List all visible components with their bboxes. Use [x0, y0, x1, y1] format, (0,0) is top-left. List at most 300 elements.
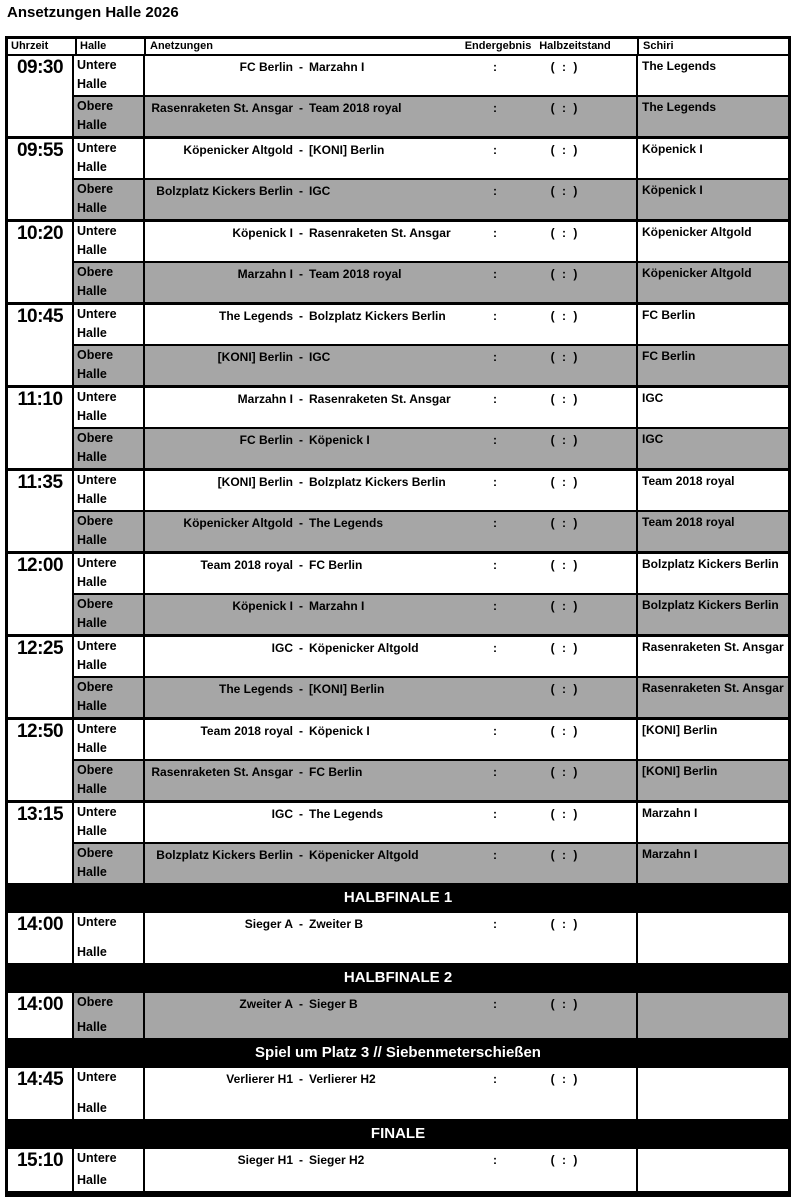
- match-row: [74, 471, 788, 512]
- hall-cell: [74, 97, 145, 136]
- match-cell: [145, 139, 638, 178]
- hall-cell: [74, 139, 145, 178]
- home-team-label: Sieger A: [244, 917, 293, 931]
- time-block: [8, 554, 788, 637]
- hall-line-2: Halle: [77, 326, 107, 340]
- match-row: [74, 844, 788, 883]
- match-row: [74, 512, 788, 551]
- hall-cell: [74, 471, 145, 510]
- halftime-score: ( : ): [550, 392, 580, 406]
- team-separator: -: [299, 848, 303, 862]
- block-rows: [74, 637, 788, 717]
- block-rows: [74, 993, 788, 1038]
- home-team-label: Rasenraketen St. Ansgar: [151, 101, 293, 115]
- hall-line-2: Halle: [77, 284, 107, 298]
- hall-cell: [74, 56, 145, 95]
- team-separator: -: [299, 350, 303, 364]
- header-halle: Halle: [77, 39, 146, 54]
- hall-cell: [74, 595, 145, 634]
- away-team: Team 2018 royal: [309, 267, 402, 281]
- time-cell: 12:50: [8, 720, 74, 800]
- block-rows: [74, 139, 788, 219]
- home-team-label: Rasenraketen St. Ansgar: [151, 765, 293, 779]
- block-rows: [74, 305, 788, 385]
- home-team: [145, 267, 293, 302]
- home-team-label: IGC: [271, 641, 293, 655]
- home-team-label: The Legends: [218, 309, 293, 323]
- hall-cell: [74, 429, 145, 468]
- hall-cell: [74, 637, 145, 676]
- home-team-label: Zweiter A: [239, 997, 293, 1011]
- hall-line-2: Halle: [77, 658, 107, 672]
- final-score: :: [493, 807, 497, 821]
- away-team: Marzahn I: [309, 599, 365, 613]
- hall-line-2: Halle: [77, 865, 107, 879]
- away-team: FC Berlin: [309, 765, 363, 779]
- final-score: :: [493, 350, 497, 364]
- home-team: [145, 807, 293, 842]
- hall-cell: [74, 305, 145, 344]
- hall-line-1: Untere: [77, 1151, 117, 1165]
- hall-line-2: Halle: [77, 575, 107, 589]
- team-separator: -: [299, 1153, 303, 1167]
- block-rows: [74, 388, 788, 468]
- match-row: [74, 595, 788, 634]
- match-cell: [145, 637, 638, 676]
- time-block: [8, 1068, 788, 1122]
- home-team: [145, 765, 293, 800]
- final-score: :: [493, 848, 497, 862]
- team-separator: -: [299, 475, 303, 489]
- match-cell: [145, 263, 638, 302]
- schiri-cell: Bolzplatz Kickers Berlin: [642, 557, 779, 571]
- home-team: [145, 226, 293, 261]
- match-cell: [145, 180, 638, 219]
- match-row: [74, 720, 788, 761]
- halftime-score: ( : ): [550, 724, 580, 738]
- table-body: [8, 56, 788, 1194]
- match-cell: [145, 1149, 638, 1191]
- final-score: :: [493, 516, 497, 530]
- hall-line-2: Halle: [77, 1020, 107, 1034]
- home-team: [145, 682, 293, 717]
- hall-cell: [74, 263, 145, 302]
- home-team-label: Köpenicker Altgold: [183, 516, 293, 530]
- schiri-cell: Rasenraketen St. Ansgar: [642, 640, 784, 654]
- home-team: [145, 392, 293, 427]
- home-team: [145, 60, 293, 95]
- hall-line-1: Obere: [77, 995, 114, 1009]
- away-team: Köpenicker Altgold: [309, 848, 419, 862]
- away-team: Team 2018 royal: [309, 101, 402, 115]
- halftime-score: ( : ): [550, 475, 580, 489]
- hall-line-2: Halle: [77, 945, 107, 959]
- team-separator: -: [299, 997, 303, 1011]
- match-cell: [145, 97, 638, 136]
- team-separator: -: [299, 184, 303, 198]
- home-team: [145, 997, 293, 1038]
- match-row: [74, 222, 788, 263]
- match-row: [74, 263, 788, 302]
- match-cell: [145, 56, 638, 95]
- final-score: :: [493, 267, 497, 281]
- away-team: Rasenraketen St. Ansgar: [309, 226, 451, 240]
- halftime-score: ( : ): [550, 682, 580, 696]
- team-separator: -: [299, 392, 303, 406]
- hall-cell: [74, 222, 145, 261]
- hall-line-1: Untere: [77, 556, 117, 570]
- block-rows: [74, 1149, 788, 1191]
- home-team-label: Köpenick I: [232, 599, 293, 613]
- away-team: Sieger H2: [309, 1153, 365, 1167]
- away-team: Sieger B: [309, 997, 358, 1011]
- time-block: [8, 993, 788, 1041]
- home-team-label: Sieger H1: [237, 1153, 293, 1167]
- schiri-cell: [638, 1149, 788, 1191]
- time-block: [8, 471, 788, 554]
- team-separator: -: [299, 724, 303, 738]
- time-block: [8, 56, 788, 139]
- schiri-cell: The Legends: [642, 59, 717, 73]
- schiri-cell: Köpenick I: [642, 142, 703, 156]
- final-score: :: [493, 101, 497, 115]
- final-score: :: [493, 917, 497, 931]
- match-row: [74, 1068, 788, 1119]
- home-team: [145, 641, 293, 676]
- final-score: :: [493, 60, 497, 74]
- home-team: [145, 724, 293, 759]
- header-endergebnis: Endergebnis: [464, 40, 532, 52]
- team-separator: -: [299, 599, 303, 613]
- halftime-score: ( : ): [550, 807, 580, 821]
- halftime-score: ( : ): [550, 641, 580, 655]
- final-score: :: [493, 143, 497, 157]
- stage-banner: Spiel um Platz 3 // Siebenmeterschießen: [8, 1041, 788, 1068]
- halftime-score: ( : ): [550, 101, 580, 115]
- block-rows: [74, 554, 788, 634]
- hall-line-1: Obere: [77, 182, 114, 196]
- time-cell: 11:10: [8, 388, 74, 468]
- schiri-cell: [638, 1068, 788, 1119]
- hall-line-2: Halle: [77, 367, 107, 381]
- schiri-cell: [638, 993, 788, 1038]
- time-cell: 10:20: [8, 222, 74, 302]
- away-team: IGC: [309, 350, 331, 364]
- halftime-score: ( : ): [550, 267, 580, 281]
- halftime-score: ( : ): [550, 350, 580, 364]
- hall-line-1: Obere: [77, 348, 114, 362]
- header-anetzungen: Anetzungen: [150, 40, 213, 52]
- match-row: [74, 97, 788, 136]
- home-team-label: Köpenick I: [232, 226, 293, 240]
- home-team: [145, 143, 293, 178]
- schiri-cell: Marzahn I: [642, 847, 698, 861]
- time-cell: 11:35: [8, 471, 74, 551]
- home-team: [145, 309, 293, 344]
- time-cell: 14:00: [8, 993, 74, 1038]
- away-team: Marzahn I: [309, 60, 365, 74]
- hall-line-2: Halle: [77, 160, 107, 174]
- halftime-score: ( : ): [550, 599, 580, 613]
- table-header-row: [8, 39, 788, 56]
- time-cell: 09:55: [8, 139, 74, 219]
- away-team: Köpenicker Altgold: [309, 641, 419, 655]
- home-team: [145, 433, 293, 468]
- hall-line-2: Halle: [77, 450, 107, 464]
- hall-line-1: Obere: [77, 597, 114, 611]
- final-score: :: [493, 392, 497, 406]
- schiri-cell: Bolzplatz Kickers Berlin: [642, 598, 779, 612]
- team-separator: -: [299, 60, 303, 74]
- block-rows: [74, 803, 788, 883]
- match-row: [74, 1149, 788, 1191]
- home-team: [145, 475, 293, 510]
- hall-line-1: Untere: [77, 141, 117, 155]
- hall-line-1: Obere: [77, 99, 114, 113]
- final-score: :: [493, 724, 497, 738]
- home-team: [145, 599, 293, 634]
- hall-line-2: Halle: [77, 533, 107, 547]
- schiri-cell: Köpenicker Altgold: [642, 225, 752, 239]
- halftime-score: ( : ): [550, 60, 580, 74]
- home-team: [145, 101, 293, 136]
- match-row: [74, 803, 788, 844]
- time-cell: 09:30: [8, 56, 74, 136]
- home-team-label: Team 2018 royal: [200, 558, 293, 572]
- team-separator: -: [299, 226, 303, 240]
- hall-line-2: Halle: [77, 1101, 107, 1115]
- hall-cell: [74, 554, 145, 593]
- block-rows: [74, 720, 788, 800]
- time-block: [8, 720, 788, 803]
- block-rows: [74, 1068, 788, 1119]
- header-match-group: [146, 39, 639, 54]
- hall-line-2: Halle: [77, 492, 107, 506]
- hall-line-1: Untere: [77, 805, 117, 819]
- hall-line-1: Obere: [77, 514, 114, 528]
- halftime-score: ( : ): [550, 184, 580, 198]
- hall-line-1: Untere: [77, 58, 117, 72]
- schiri-cell: Rasenraketen St. Ansgar: [642, 681, 784, 695]
- home-team: [145, 917, 293, 963]
- team-separator: -: [299, 433, 303, 447]
- home-team-label: Team 2018 royal: [200, 724, 293, 738]
- match-row: [74, 993, 788, 1038]
- match-row: [74, 554, 788, 595]
- home-team: [145, 848, 293, 883]
- match-row: [74, 637, 788, 678]
- block-rows: [74, 56, 788, 136]
- match-row: [74, 388, 788, 429]
- final-score: :: [493, 1153, 497, 1167]
- hall-cell: [74, 512, 145, 551]
- time-block: [8, 803, 788, 886]
- time-block: [8, 222, 788, 305]
- time-cell: 13:15: [8, 803, 74, 883]
- time-block: [8, 388, 788, 471]
- match-cell: [145, 305, 638, 344]
- match-row: [74, 305, 788, 346]
- time-block: [8, 139, 788, 222]
- hall-cell: [74, 678, 145, 717]
- hall-line-2: Halle: [77, 699, 107, 713]
- match-cell: [145, 720, 638, 759]
- final-score: :: [493, 997, 497, 1011]
- schiri-cell: Team 2018 royal: [642, 515, 735, 529]
- hall-line-1: Untere: [77, 307, 117, 321]
- hall-line-1: Obere: [77, 265, 114, 279]
- match-row: [74, 56, 788, 97]
- schedule-table: [5, 36, 791, 1197]
- away-team: FC Berlin: [309, 558, 363, 572]
- match-row: [74, 180, 788, 219]
- halftime-score: ( : ): [550, 433, 580, 447]
- hall-line-1: Obere: [77, 431, 114, 445]
- time-cell: 10:45: [8, 305, 74, 385]
- hall-cell: [74, 913, 145, 963]
- halftime-score: ( : ): [550, 917, 580, 931]
- match-cell: [145, 913, 638, 963]
- away-team: Köpenick I: [309, 724, 370, 738]
- home-team: [145, 184, 293, 219]
- time-block: [8, 637, 788, 720]
- match-cell: [145, 471, 638, 510]
- hall-cell: [74, 180, 145, 219]
- schiri-cell: Marzahn I: [642, 806, 698, 820]
- hall-line-1: Obere: [77, 680, 114, 694]
- schiri-cell: [638, 913, 788, 963]
- halftime-score: ( : ): [550, 226, 580, 240]
- home-team: [145, 350, 293, 385]
- team-separator: -: [299, 267, 303, 281]
- time-block: [8, 1149, 788, 1194]
- hall-cell: [74, 720, 145, 759]
- hall-cell: [74, 844, 145, 883]
- home-team-label: [KONI] Berlin: [217, 350, 293, 364]
- final-score: :: [493, 765, 497, 779]
- final-score: :: [493, 1072, 497, 1086]
- home-team-label: IGC: [271, 807, 293, 821]
- schiri-cell: Köpenicker Altgold: [642, 266, 752, 280]
- match-cell: [145, 803, 638, 842]
- hall-cell: [74, 346, 145, 385]
- home-team: [145, 1072, 293, 1119]
- schiri-cell: IGC: [642, 391, 664, 405]
- hall-line-1: Untere: [77, 224, 117, 238]
- home-team-label: [KONI] Berlin: [217, 475, 293, 489]
- hall-line-2: Halle: [77, 77, 107, 91]
- hall-line-1: Obere: [77, 846, 114, 860]
- time-cell: 12:00: [8, 554, 74, 634]
- hall-line-1: Obere: [77, 763, 114, 777]
- time-cell: 12:25: [8, 637, 74, 717]
- hall-cell: [74, 1068, 145, 1119]
- halftime-score: ( : ): [550, 1153, 580, 1167]
- team-separator: -: [299, 143, 303, 157]
- schiri-cell: FC Berlin: [642, 308, 696, 322]
- match-cell: [145, 222, 638, 261]
- time-cell: 14:00: [8, 913, 74, 963]
- away-team: [KONI] Berlin: [309, 143, 385, 157]
- match-cell: [145, 554, 638, 593]
- match-cell: [145, 429, 638, 468]
- hall-line-2: Halle: [77, 1173, 107, 1187]
- block-rows: [74, 471, 788, 551]
- team-separator: -: [299, 807, 303, 821]
- hall-line-2: Halle: [77, 824, 107, 838]
- away-team: Verlierer H2: [309, 1072, 376, 1086]
- hall-line-2: Halle: [77, 243, 107, 257]
- time-block: [8, 305, 788, 388]
- final-score: :: [493, 599, 497, 613]
- header-schiri: Schiri: [643, 40, 674, 52]
- match-cell: [145, 761, 638, 800]
- stage-banner: HALBFINALE 1: [8, 886, 788, 913]
- hall-cell: [74, 761, 145, 800]
- hall-line-2: Halle: [77, 741, 107, 755]
- hall-line-2: Halle: [77, 782, 107, 796]
- home-team-label: Bolzplatz Kickers Berlin: [156, 184, 293, 198]
- hall-line-1: Untere: [77, 390, 117, 404]
- away-team: Zweiter B: [309, 917, 364, 931]
- match-cell: [145, 346, 638, 385]
- hall-cell: [74, 803, 145, 842]
- match-row: [74, 913, 788, 963]
- final-score: [460, 682, 530, 717]
- final-score: :: [493, 433, 497, 447]
- match-cell: [145, 1068, 638, 1119]
- away-team: Rasenraketen St. Ansgar: [309, 392, 451, 406]
- away-team: Bolzplatz Kickers Berlin: [309, 309, 446, 323]
- away-team: Köpenick I: [309, 433, 370, 447]
- time-cell: 15:10: [8, 1149, 74, 1191]
- schiri-cell: FC Berlin: [642, 349, 696, 363]
- home-team: [145, 558, 293, 593]
- final-score: :: [493, 475, 497, 489]
- time-cell: 14:45: [8, 1068, 74, 1119]
- halftime-score: ( : ): [550, 143, 580, 157]
- team-separator: -: [299, 101, 303, 115]
- match-cell: [145, 595, 638, 634]
- hall-line-1: Untere: [77, 639, 117, 653]
- block-rows: [74, 222, 788, 302]
- page-title: Ansetzungen Halle 2026: [7, 4, 179, 21]
- block-rows: [74, 913, 788, 963]
- match-cell: [145, 678, 638, 717]
- final-score: :: [493, 641, 497, 655]
- schiri-cell: Köpenick I: [642, 183, 703, 197]
- hall-line-2: Halle: [77, 409, 107, 423]
- schiri-cell: Team 2018 royal: [642, 474, 735, 488]
- away-team: [KONI] Berlin: [309, 682, 385, 696]
- halftime-score: ( : ): [550, 558, 580, 572]
- match-cell: [145, 844, 638, 883]
- halftime-score: ( : ): [550, 309, 580, 323]
- hall-line-2: Halle: [77, 118, 107, 132]
- final-score: :: [493, 558, 497, 572]
- match-row: [74, 678, 788, 717]
- away-team: The Legends: [309, 807, 384, 821]
- time-block: [8, 913, 788, 966]
- hall-line-2: Halle: [77, 201, 107, 215]
- home-team-label: Marzahn I: [237, 392, 293, 406]
- header-halbzeitstand: Halbzeitstand: [539, 40, 611, 52]
- halftime-score: ( : ): [550, 1072, 580, 1086]
- halftime-score: ( : ): [550, 516, 580, 530]
- hall-line-1: Untere: [77, 722, 117, 736]
- home-team: [145, 516, 293, 551]
- away-team: Bolzplatz Kickers Berlin: [309, 475, 446, 489]
